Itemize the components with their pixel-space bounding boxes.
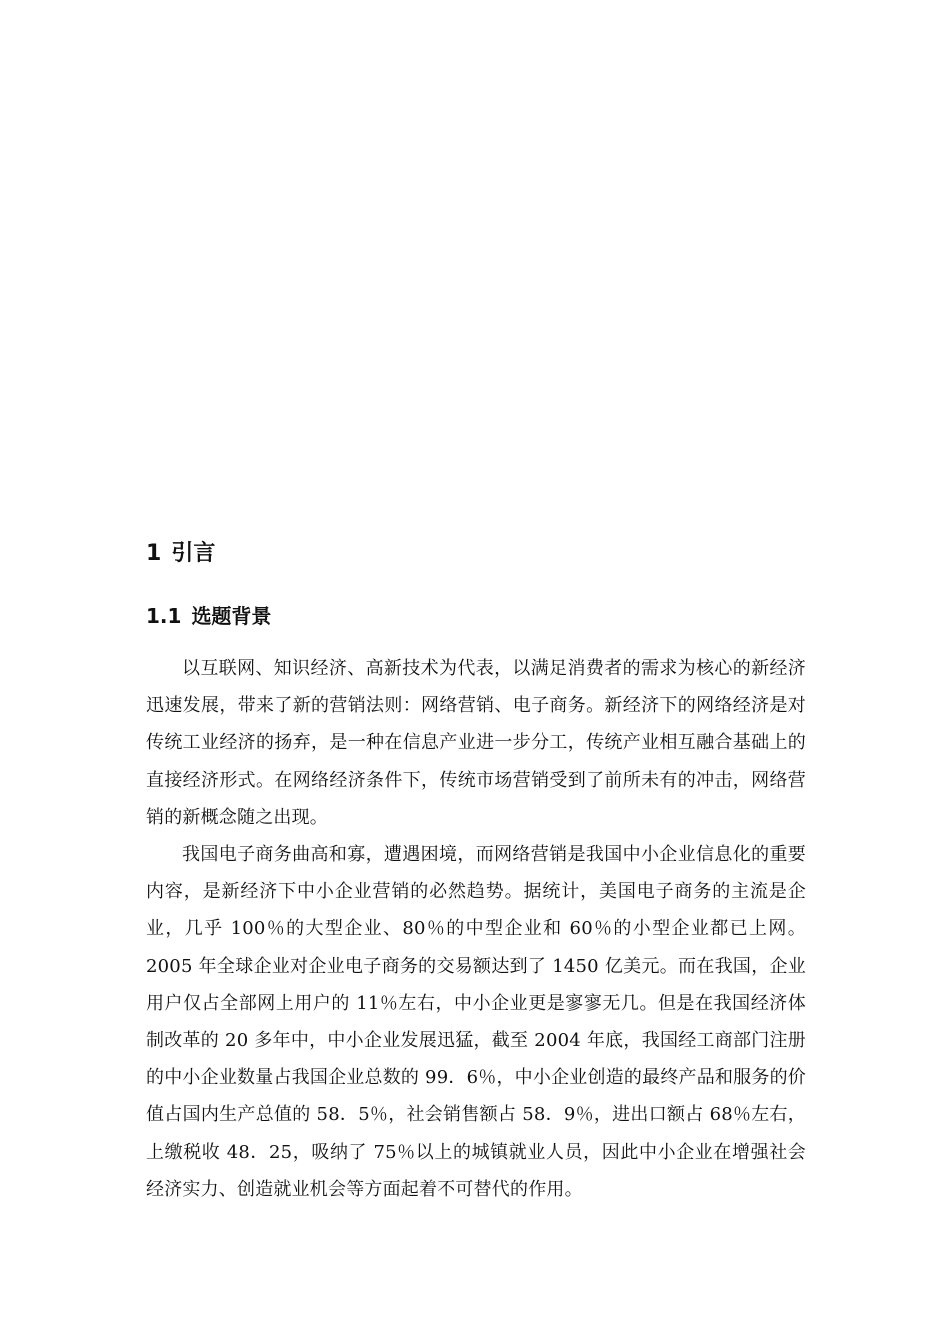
body-text [146, 650, 806, 1208]
section-number: 1.1 [146, 604, 182, 628]
chapter-heading [146, 537, 215, 571]
chapter-title: 引言 [171, 541, 216, 566]
paragraph: 以互联网、知识经济、高新技术为代表，以满足消费者的需求为核心的新经济迅速发展，带来了新的营销法则：网络营销、电子商务。新经济下的网络经济是对传统工业经济的扬弃，是一种在信息产业进一步分工，传统产业相互融合基础上的直接经济形式。在网络经济条件下，传统市场营销受到了前所未有的冲击，网络营销的新概念随之出现。 [146, 658, 806, 828]
section-title: 选题背景 [191, 604, 272, 628]
paragraph: 我国电子商务曲高和寡，遭遇困境，而网络营销是我国中小企业信息化的重要内容，是新经济下中小企业营销的必然趋势。据统计，美国电子商务的主流是企业，几乎 100％的大型企业、80％的中型企业和 60％的小型企业都已上网。2005 年全球企业对企业电子商务的交易额达到了 1450 亿美元。而在我国，企业用户仅占全部网上用户的 11％左右，中小企业更是寥寥无几。但是在我国经济体制改革的 20 多年中，中小企业发展迅猛，截至 2004 年底，我国经工商部门注册的中小企业数量占我国企业总数的 99．6％，中小企业创造的最终产品和服务的价值占国内生产总值的 58．5％，社会销售额占 58．9％，进出口额占 68％左右，上缴税收 48．25，吸纳了 75％以上的城镇就业人员，因此中小企业在增强社会经济实力、创造就业机会等方面起着不可替代的作用。 [146, 844, 806, 1200]
chapter-number: 1 [146, 541, 162, 566]
section-heading [146, 600, 271, 632]
